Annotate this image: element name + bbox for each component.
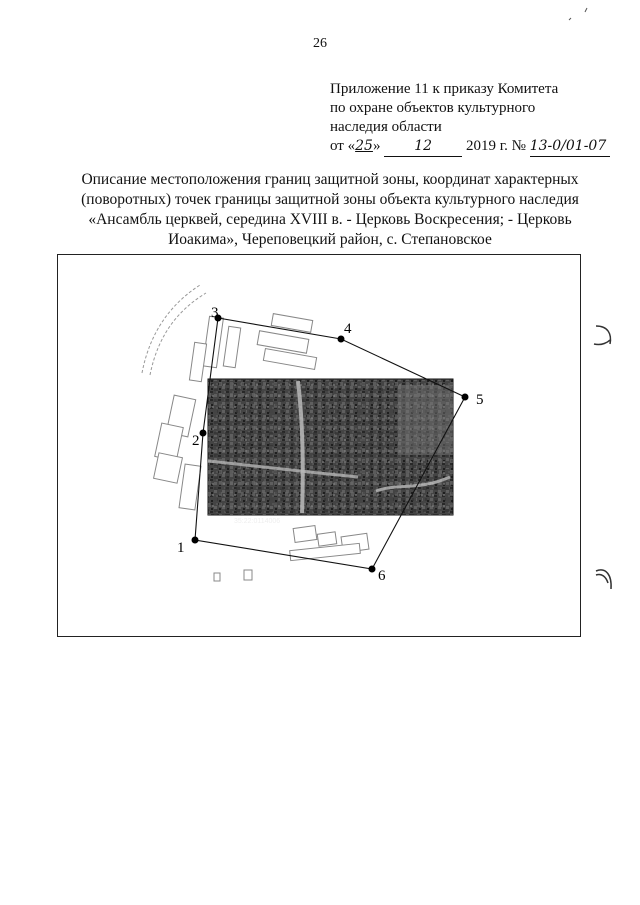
year-number-label: 2019 г. № [465, 138, 526, 154]
point-label-2: 2 [192, 433, 200, 449]
order-number: 13-0/01-07 [530, 137, 610, 157]
title-line-4: Иоакима», Череповецкий район, с. Степановское [168, 231, 492, 248]
point-label-4: 4 [344, 321, 352, 337]
corner-scribble [565, 6, 595, 26]
page-number: 26 [313, 36, 327, 51]
title-line-2: (поворотных) точек границы защитной зоны объекта культурного наследия [81, 191, 579, 208]
date-prefix: от « [330, 138, 356, 154]
appendix-line-3: наследия области [330, 119, 442, 135]
road-curve-2 [142, 285, 200, 373]
appendix-line-2: по охране объектов культурного [330, 100, 536, 116]
hole-punch-mark-2 [592, 565, 616, 595]
title-line-3: «Ансамбль церквей, середина XVIII в. - Церковь Воскресения; - Церковь [88, 211, 572, 228]
point-label-5: 5 [476, 392, 484, 408]
aerial-photo [208, 379, 453, 525]
cadastral-number: 35:22:0114006 [234, 518, 281, 525]
protection-zone-map [58, 255, 580, 636]
point-label-3: 3 [211, 305, 219, 321]
boundary-point-2 [200, 430, 207, 437]
map-frame [57, 254, 581, 637]
appendix-line-1: Приложение 11 к приказу Комитета [330, 81, 559, 97]
document-title [60, 170, 600, 250]
point-label-1: 1 [177, 540, 185, 556]
date-month: 12 [384, 137, 462, 157]
boundary-point-6 [369, 566, 376, 573]
point-label-6: 6 [378, 568, 386, 584]
hole-punch-mark-1 [592, 322, 616, 350]
boundary-point-1 [192, 537, 199, 544]
appendix-date-line [330, 137, 610, 157]
date-day: 25 [355, 138, 373, 154]
boundary-point-5 [462, 394, 469, 401]
date-mid: » [372, 138, 381, 154]
title-line-1: Описание местоположения границ защитной зоны, координат характерных [81, 171, 579, 188]
